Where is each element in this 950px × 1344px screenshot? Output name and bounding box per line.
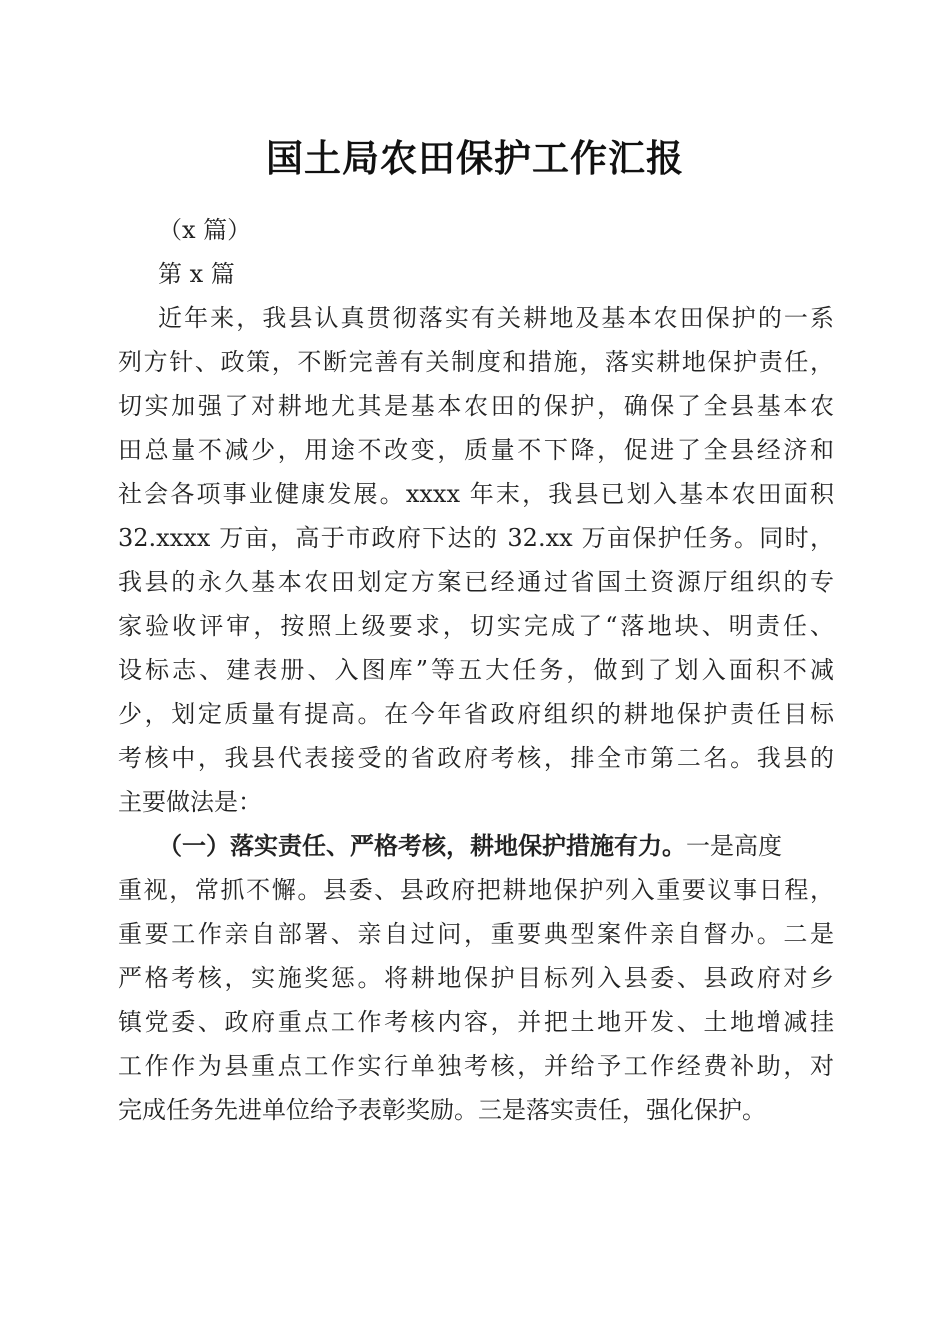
- section-1-heading: （一）落实责任、严格考核，耕地保护措施有力。: [158, 831, 686, 860]
- section-1-first-line: [118, 824, 834, 868]
- paragraph-line: 主要做法是：: [118, 788, 262, 816]
- paragraph-line: 社会各项事业健康发展。xxxx 年末，我县已划入基本农田面积: [118, 480, 834, 508]
- paragraph-1: [118, 296, 834, 824]
- section-1-first-tail: 一是高度: [686, 832, 782, 860]
- paragraph-line: 少，划定质量有提高。在今年省政府组织的耕地保护责任目标: [118, 700, 834, 728]
- paragraph-line: 家验收评审，按照上级要求，切实完成了“落地块、明责任、: [118, 612, 834, 640]
- paragraph-line: 镇党委、政府重点工作考核内容，并把土地开发、土地增减挂: [118, 1008, 834, 1036]
- paragraph-line: 考核中，我县代表接受的省政府考核，排全市第二名。我县的: [118, 744, 834, 772]
- series-label: （x 篇）: [158, 216, 252, 244]
- paragraph-line: 严格考核，实施奖惩。将耕地保护目标列入县委、县政府对乡: [118, 964, 834, 992]
- paragraph-line: 我县的永久基本农田划定方案已经通过省国土资源厅组织的专: [118, 568, 834, 596]
- paragraph-line: 田总量不减少，用途不改变，质量不下降，促进了全县经济和: [118, 436, 834, 464]
- section-label: 第 x 篇: [158, 260, 235, 288]
- paragraph-line: 近年来，我县认真贯彻落实有关耕地及基本农田保护的一系: [158, 304, 834, 332]
- paragraph-line: 设标志、建表册、入图库”等五大任务，做到了划入面积不减: [118, 656, 834, 684]
- document-title: 国土局农田保护工作汇报: [266, 136, 684, 180]
- paragraph-line: 重视，常抓不懈。县委、县政府把耕地保护列入重要议事日程，: [118, 876, 834, 904]
- paragraph-line: 32.xxxx 万亩，高于市政府下达的 32.xx 万亩保护任务。同时，: [118, 524, 834, 552]
- document-body: [118, 208, 834, 1132]
- paragraph-line: 完成任务先进单位给予表彰奖励。三是落实责任，强化保护。: [118, 1096, 766, 1124]
- paragraph-line: 重要工作亲自部署、亲自过问，重要典型案件亲自督办。二是: [118, 920, 834, 948]
- section-1: [118, 824, 834, 1132]
- paragraph-line: 切实加强了对耕地尤其是基本农田的保护，确保了全县基本农: [118, 392, 834, 420]
- paragraph-line: 列方针、政策，不断完善有关制度和措施，落实耕地保护责任，: [118, 348, 834, 376]
- paragraph-line: 工作作为县重点工作实行单独考核，并给予工作经费补助，对: [118, 1052, 834, 1080]
